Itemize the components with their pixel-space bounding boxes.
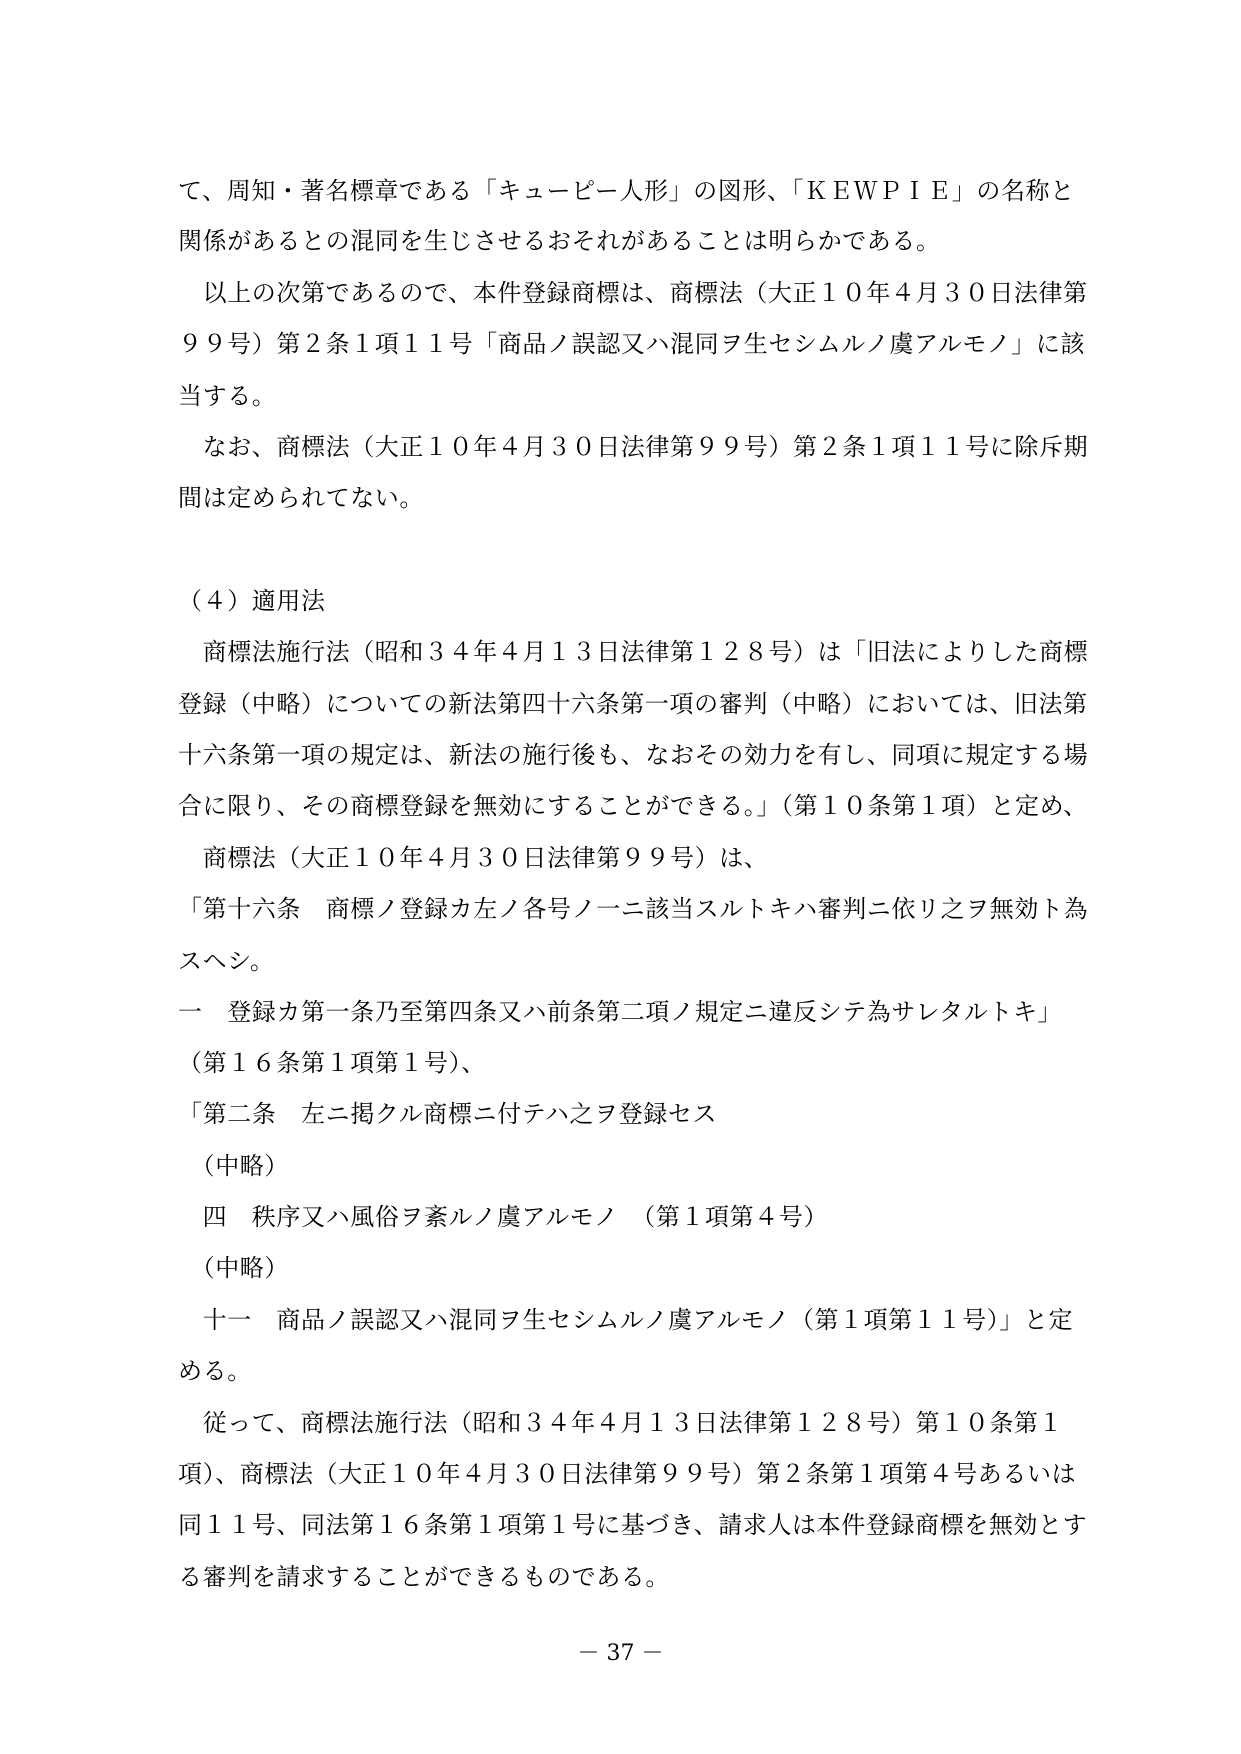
text-line: 登録（中略）についての新法第四十六条第一項の審判（中略）においては、旧法第 <box>178 690 1088 718</box>
text-line: 間は定められてない。 <box>178 484 424 512</box>
text-line: める。 <box>178 1357 252 1385</box>
text-line: 商標法施行法（昭和３４年４月１３日法律第１２８号）は「旧法によりした商標 <box>178 638 1089 666</box>
text-line: て、周知・著名標章である「キューピー人形」の図形、「ＫＥＷＰＩＥ」の名称と <box>178 177 1075 205</box>
text-line: 十六条第一項の規定は、新法の施行後も、なおその効力を有し、同項に規定する場 <box>178 741 1089 769</box>
text-line: 一 登録カ第一条乃至第四条又ハ前条第二項ノ規定ニ違反シテ為サレタルトキ」 <box>178 998 1063 1026</box>
text-line: る審判を請求することができるものである。 <box>178 1563 670 1591</box>
page-number: － 37 － <box>577 1641 664 1666</box>
section-heading: （４）適用法 <box>178 587 326 615</box>
text-line: 同１１号、同法第１６条第１項第１号に基づき、請求人は本件登録商標を無効とす <box>178 1511 1088 1539</box>
text-line: 「第二条 左ニ掲クル商標ニ付テハ之ヲ登録セス <box>178 1100 718 1128</box>
text-line: スヘシ。 <box>178 947 275 975</box>
text-line: 十一 商品ノ誤認又ハ混同ヲ生セシムルノ虞アルモノ（第１項第１１号）」と定 <box>178 1306 1074 1334</box>
text-line: （中略） <box>178 1254 289 1282</box>
text-line: 従って、商標法施行法（昭和３４年４月１３日法律第１２８号）第１０条第１ <box>178 1409 1064 1437</box>
text-line: 「第十六条 商標ノ登録カ左ノ各号ノ一ニ該当スルトキハ審判ニ依リ之ヲ無効ト為 <box>178 895 1089 923</box>
text-line: （第１６条第１項第１号）、 <box>178 1049 486 1077</box>
text-line: 合に限り、その商標登録を無効にすることができる。」（第１０条第１項）と定め、 <box>178 792 1088 820</box>
text-line: 四 秩序又ハ風俗ヲ紊ルノ虞アルモノ （第１項第４号） <box>178 1203 829 1231</box>
text-line: 関係があるとの混同を生じさせるおそれがあることは明らかである。 <box>178 227 941 255</box>
text-line: （中略） <box>178 1152 289 1180</box>
text-line: 商標法（大正１０年４月３０日法律第９９号）は、 <box>178 844 769 872</box>
text-line: 項）、商標法（大正１０年４月３０日法律第９９号）第２条第１項第４号あるいは <box>178 1460 1077 1488</box>
text-line: なお、商標法（大正１０年４月３０日法律第９９号）第２条１項１１号に除斥期 <box>178 433 1089 461</box>
text-line: ９９号）第２条１項１１号「商品ノ誤認又ハ混同ヲ生セシムルノ虞アルモノ」に該 <box>178 330 1086 358</box>
text-line: 当する。 <box>178 382 277 410</box>
text-line: 以上の次第であるので、本件登録商標は、商標法（大正１０年４月３０日法律第 <box>178 279 1088 307</box>
